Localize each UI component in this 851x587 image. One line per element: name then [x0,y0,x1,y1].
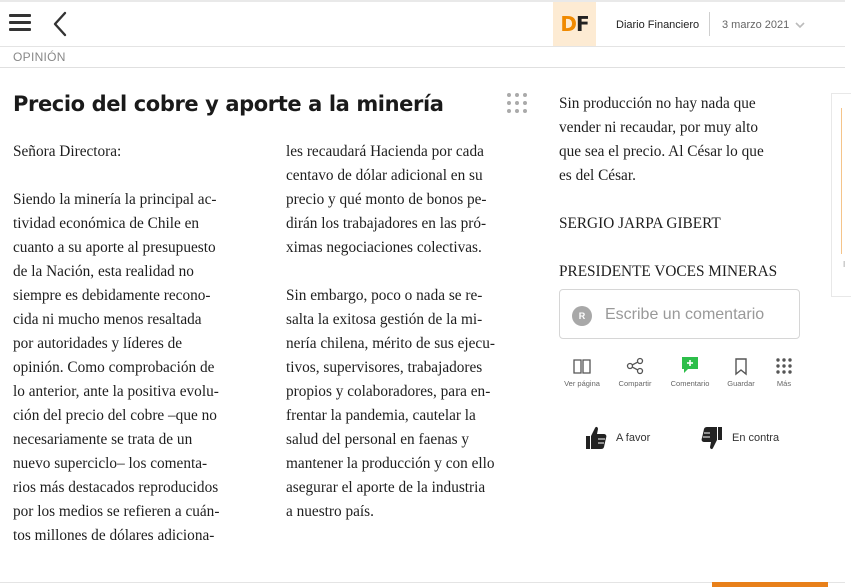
text-line: precio y qué monto de bonos pe- [286,191,487,208]
bookmark-icon [731,356,751,376]
author-name: SERGIO JARPA GIBERT [559,215,721,232]
comment-label: Comentario [670,379,710,388]
text-line: ción del precio del cobre –que no [13,407,217,424]
avatar: R [572,306,592,326]
save-label: Guardar [727,379,755,388]
text-line: Sin producción no hay nada que [559,95,756,112]
thumbs-up-icon [584,425,608,451]
comment-box[interactable] [559,289,800,339]
vote-down-button[interactable] [700,425,779,451]
text-line: tivos, supervisores, trabajadores [286,359,483,376]
comment-input[interactable] [605,302,790,328]
bottom-accent-bar [712,582,828,587]
text-line: por autoridades y líderes de [13,335,183,352]
back-arrow-icon[interactable] [50,10,70,38]
text-line: frentar la pandemia, cautelar la [286,407,476,424]
text-line: Señora Directora: [13,143,122,160]
text-line: mantener la producción y con ello [286,455,495,472]
more-button[interactable] [761,356,807,388]
logo-letter-d: D [560,12,576,36]
action-bar [559,356,804,392]
top-divider [0,0,845,2]
vote-up-button[interactable] [584,425,650,451]
more-grid-icon [774,356,794,376]
text-line: es del César. [559,167,636,184]
text-line: que sea el precio. Al César lo que [559,143,764,160]
view-page-label: Ver página [564,379,600,388]
chevron-down-icon [795,22,805,29]
article-column-3 [559,92,809,284]
df-logo[interactable] [553,2,596,46]
paragraph-gap [559,236,809,260]
text-line: tividad económica de Chile en [13,215,200,232]
text-line: de la Nación, esta realidad no [13,263,194,280]
side-panel-marker: I [843,260,846,269]
article-column-1 [13,140,263,548]
text-line: rios más destacados reproducidos [13,479,219,496]
text-line: lo anterior, ante la positiva evolu- [13,383,219,400]
text-line: salta la exitosa gestión de la mi- [286,311,483,328]
vote-down-label: En contra [732,432,780,444]
text-line: nuevo superciclo– los comenta- [13,455,208,472]
edition-date: 3 marzo 2021 [722,19,790,31]
text-line: siempre es debidamente recono- [13,287,211,304]
text-line: cida ni mucho menos resaltada [13,311,202,328]
text-line: vender ni recaudar, por muy alto [559,119,759,136]
author-title: PRESIDENTE VOCES MINERAS [559,263,778,280]
paragraph-gap [559,188,809,212]
header-divider [709,12,710,36]
brand-name: Diario Financiero [616,19,700,31]
share-icon [625,356,645,376]
text-line: dirán los trabajadores en las pró- [286,215,487,232]
thumbs-down-icon [700,425,724,451]
text-line: a nuestro país. [286,503,374,520]
paragraph-gap [286,260,536,284]
text-line: nería chilena, mérito de sus ejecu- [286,335,495,352]
paragraph-gap [13,164,263,188]
text-line: propios y colaboradores, para en- [286,383,491,400]
text-line: asegurar el aporte de la industria [286,479,486,496]
comment-add-icon [680,356,700,376]
text-line: Siendo la minería la principal ac- [13,191,217,208]
text-line: opinión. Como comprobación de [13,359,215,376]
text-line: les recaudará Hacienda por cada [286,143,484,160]
text-line: Sin embargo, poco o nada se re- [286,287,483,304]
logo-letter-f: F [575,12,589,36]
top-bar [0,0,845,47]
text-line: ximas negociaciones colectivas. [286,239,482,256]
comment-button[interactable] [667,356,713,388]
side-panel-card[interactable] [831,93,851,297]
text-line: centavo de dólar adicional en su [286,167,483,184]
article-column-2 [286,140,536,524]
side-panel-accent [841,108,842,254]
text-line: tos millones de dólares adiciona- [13,527,215,544]
vote-up-label: A favor [616,432,651,444]
text-line: necesariamente se trata de un [13,431,193,448]
section-divider [0,67,845,68]
share-button[interactable] [612,356,658,388]
hamburger-menu-icon[interactable] [9,14,31,34]
text-line: por los medios se refieren a cuán- [13,503,220,520]
more-label: Más [776,379,792,388]
article-title: Precio del cobre y aporte a la minería [13,92,444,116]
save-button[interactable] [718,356,764,388]
text-line: salud del personal en faenas y [286,431,470,448]
view-page-button[interactable] [559,356,605,388]
section-label[interactable]: OPINIÓN [13,50,66,64]
share-label: Compartir [618,379,652,388]
book-icon [572,356,592,376]
dots-grid-icon[interactable] [506,92,528,114]
date-selector[interactable] [722,19,805,31]
text-line: cuanto a su aporte al presupuesto [13,239,216,256]
